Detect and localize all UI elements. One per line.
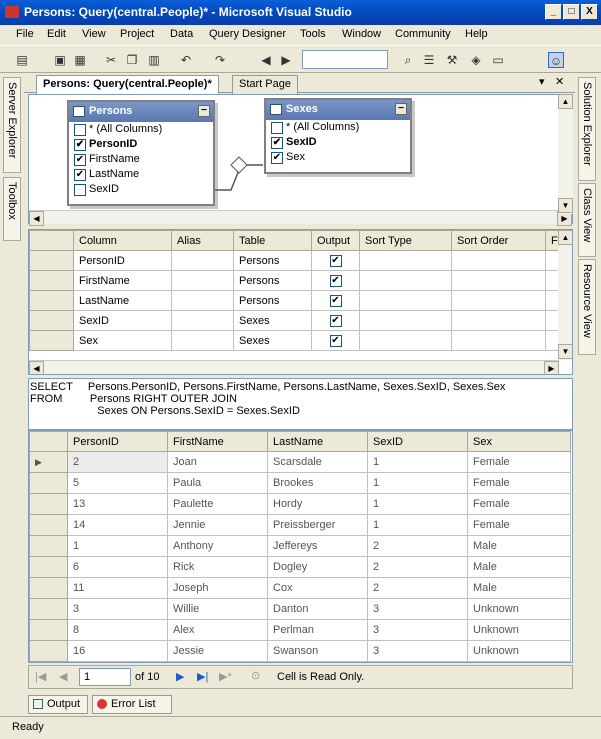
checkbox-checked[interactable]: ✔	[75, 139, 85, 150]
scroll-left-icon[interactable]: ◀	[29, 361, 44, 375]
criteria-alias-cell[interactable]	[172, 271, 234, 291]
persons-col-label: LastName	[89, 168, 140, 180]
criteria-grid[interactable]	[29, 230, 573, 351]
header-sexid[interactable]: SexID	[368, 432, 468, 452]
error-list-tab[interactable]	[92, 695, 172, 714]
menu-file[interactable]: File	[16, 28, 34, 40]
criteria-alias-cell[interactable]	[172, 331, 234, 351]
sort-type-cell[interactable]	[360, 291, 452, 311]
persons-col-label: FirstName	[89, 153, 140, 165]
close-tab-icon[interactable]: ✕	[555, 76, 565, 88]
result-cell[interactable]: 3	[68, 599, 168, 620]
results-row[interactable]	[30, 515, 571, 536]
properties-icon[interactable]: ☰	[423, 53, 435, 67]
result-cell[interactable]: Joan	[168, 452, 268, 473]
result-cell[interactable]: Preissberger	[268, 515, 368, 536]
result-cell[interactable]: Swanson	[268, 641, 368, 662]
scroll-up-icon[interactable]: ▲	[558, 230, 573, 245]
result-cell[interactable]: Female	[468, 473, 571, 494]
results-row[interactable]	[30, 473, 571, 494]
result-cell[interactable]: 8	[68, 620, 168, 641]
header-personid[interactable]: PersonID	[68, 432, 168, 452]
checkbox[interactable]	[271, 122, 283, 134]
criteria-alias-cell[interactable]	[172, 311, 234, 331]
results-row[interactable]	[30, 620, 571, 641]
results-header-row	[30, 432, 571, 452]
result-cell[interactable]: 1	[368, 515, 468, 536]
menu-project[interactable]: Project	[120, 28, 155, 40]
error-list-icon	[97, 699, 107, 709]
row-selector[interactable]	[30, 578, 68, 599]
object-browser-icon[interactable]: ◈	[471, 53, 481, 67]
solution-explorer-label: Solution Explorer	[581, 82, 593, 166]
sexes-col-sex[interactable]	[266, 150, 410, 165]
toolbar	[0, 45, 601, 73]
output-checkbox[interactable]: ✔	[331, 275, 340, 286]
persons-col-label: SexID	[89, 183, 119, 195]
row-selector[interactable]	[30, 536, 68, 557]
row-selector[interactable]	[30, 291, 74, 311]
tools-icon[interactable]: ⚒	[446, 53, 458, 67]
criteria-table-cell[interactable]: Persons	[234, 251, 312, 271]
resource-view-label: Resource View	[581, 264, 593, 338]
criteria-header-row	[30, 231, 574, 251]
header-column[interactable]: Column	[74, 231, 172, 251]
result-cell[interactable]: Male	[468, 536, 571, 557]
result-cell[interactable]: Female	[468, 515, 571, 536]
result-cell[interactable]: 2	[368, 536, 468, 557]
menu-window[interactable]: Window	[342, 28, 382, 40]
row-selector-header	[30, 432, 68, 452]
new-project-icon[interactable]: ▤	[16, 53, 28, 67]
criteria-row[interactable]	[30, 311, 574, 331]
output-tab-label: Output	[47, 698, 81, 710]
row-selector[interactable]	[30, 311, 74, 331]
row-selector[interactable]	[30, 599, 68, 620]
persons-col-personid[interactable]	[69, 137, 213, 152]
persons-table-header[interactable]	[69, 102, 213, 122]
result-cell[interactable]: Willie	[168, 599, 268, 620]
sexes-table-header[interactable]	[266, 100, 410, 120]
cut-icon[interactable]: ✂	[105, 53, 117, 67]
move-first-icon[interactable]: |◀	[35, 671, 47, 683]
result-cell[interactable]: 1	[368, 473, 468, 494]
sexes-table-title: Sexes	[286, 103, 318, 115]
paste-icon[interactable]: ▥	[148, 53, 160, 67]
result-cell[interactable]: Rick	[168, 557, 268, 578]
menu-edit[interactable]: Edit	[47, 28, 66, 40]
row-selector[interactable]	[30, 251, 74, 271]
result-cell[interactable]: 1	[68, 536, 168, 557]
criteria-column-cell[interactable]: Sex	[74, 331, 172, 351]
move-next-icon[interactable]: ▶	[176, 671, 185, 683]
sort-type-cell[interactable]	[360, 331, 452, 351]
result-cell[interactable]: Dogley	[268, 557, 368, 578]
criteria-row[interactable]	[30, 271, 574, 291]
criteria-alias-cell[interactable]	[172, 251, 234, 271]
sort-type-cell[interactable]	[360, 311, 452, 331]
persons-col-sexid[interactable]	[69, 182, 213, 197]
criteria-table-cell[interactable]: Sexes	[234, 331, 312, 351]
results-grid[interactable]	[29, 431, 571, 662]
persons-col-lastname[interactable]	[69, 167, 213, 182]
output-checkbox[interactable]: ✔	[331, 335, 340, 346]
result-cell[interactable]: Perlman	[268, 620, 368, 641]
status-bar	[0, 716, 601, 739]
criteria-alias-cell[interactable]	[172, 291, 234, 311]
criteria-pane[interactable]	[28, 229, 573, 375]
header-lastname[interactable]: LastName	[268, 432, 368, 452]
move-previous-icon[interactable]: ◀	[59, 671, 68, 683]
output-tab[interactable]	[28, 695, 88, 714]
checkbox-checked[interactable]: ✔	[75, 169, 85, 180]
result-cell[interactable]: Female	[468, 452, 571, 473]
toolbox-label: Toolbox	[6, 182, 18, 220]
header-table[interactable]: Table	[234, 231, 312, 251]
scroll-right-icon[interactable]: ▶	[544, 361, 559, 375]
header-filter[interactable]: F	[546, 231, 574, 251]
row-selector-header	[30, 231, 74, 251]
sexes-col-all[interactable]	[266, 120, 410, 135]
row-selector[interactable]	[30, 271, 74, 291]
row-selector[interactable]	[30, 473, 68, 494]
menu-help[interactable]: Help	[465, 28, 488, 40]
command-window-icon[interactable]: ▭	[492, 53, 504, 67]
class-view-label: Class View	[581, 188, 593, 243]
header-sort-type[interactable]: Sort Type	[360, 231, 452, 251]
move-last-icon[interactable]: ▶|	[197, 671, 209, 683]
result-cell[interactable]: Unknown	[468, 641, 571, 662]
header-output[interactable]: Output	[312, 231, 360, 251]
row-selector[interactable]	[30, 641, 68, 662]
result-cell[interactable]: 6	[68, 557, 168, 578]
sort-order-cell[interactable]	[452, 291, 546, 311]
result-cell[interactable]: Paula	[168, 473, 268, 494]
result-cell[interactable]: Unknown	[468, 599, 571, 620]
result-cell[interactable]: Paulette	[168, 494, 268, 515]
result-cell[interactable]: 1	[368, 494, 468, 515]
sql-line-join[interactable]: Sexes ON Persons.SexID = Sexes.SexID	[30, 405, 300, 417]
menu-data[interactable]: Data	[170, 28, 194, 40]
checkbox[interactable]	[74, 124, 86, 136]
results-row[interactable]	[30, 536, 571, 557]
minimize-table-icon[interactable]: −	[198, 105, 210, 117]
join-line[interactable]	[215, 145, 267, 195]
table-grid-icon	[73, 106, 85, 117]
result-cell[interactable]: 11	[68, 578, 168, 599]
criteria-row[interactable]	[30, 331, 574, 351]
result-cell[interactable]: Scarsdale	[268, 452, 368, 473]
diagram-vscrollbar[interactable]	[558, 94, 573, 214]
result-cell[interactable]: Joseph	[168, 578, 268, 599]
scroll-right-icon[interactable]: ▶	[557, 211, 572, 226]
results-row[interactable]	[30, 557, 571, 578]
navigate-forward-icon[interactable]: ▶	[281, 53, 291, 67]
solution-config-dropdown[interactable]	[302, 50, 388, 69]
save-all-icon[interactable]: ▦	[74, 53, 86, 67]
diagram-pane[interactable]	[28, 94, 573, 224]
results-row[interactable]	[30, 494, 571, 515]
result-cell[interactable]: 16	[68, 641, 168, 662]
output-checkbox[interactable]: ✔	[331, 255, 340, 266]
result-cell[interactable]: 14	[68, 515, 168, 536]
result-cell[interactable]: Jeffereys	[268, 536, 368, 557]
sort-type-cell[interactable]	[360, 251, 452, 271]
menu-community[interactable]: Community	[395, 28, 451, 40]
criteria-row[interactable]	[30, 251, 574, 271]
criteria-table-cell[interactable]: Persons	[234, 291, 312, 311]
minimize-table-icon[interactable]: −	[395, 103, 407, 115]
menu-tools[interactable]: Tools	[300, 28, 326, 40]
row-selector[interactable]	[30, 620, 68, 641]
result-cell[interactable]: Male	[468, 557, 571, 578]
persons-col-firstname[interactable]	[69, 152, 213, 167]
output-cell[interactable]	[312, 271, 360, 291]
sort-order-cell[interactable]	[452, 311, 546, 331]
criteria-column-cell[interactable]: FirstName	[74, 271, 172, 291]
undo-icon[interactable]: ↶	[180, 53, 192, 67]
title-bar	[0, 0, 601, 25]
result-cell[interactable]: 3	[368, 599, 468, 620]
result-cell[interactable]: Jennie	[168, 515, 268, 536]
result-cell[interactable]: Male	[468, 578, 571, 599]
result-cell[interactable]: 3	[368, 620, 468, 641]
stop-icon[interactable]: ⊙	[251, 670, 261, 682]
row-selector[interactable]	[30, 557, 68, 578]
output-icon	[33, 699, 43, 709]
position-input[interactable]: 1	[79, 668, 131, 686]
redo-icon[interactable]: ↷	[214, 53, 226, 67]
save-icon[interactable]: ▣	[54, 53, 66, 67]
solution-explorer-tab[interactable]	[578, 77, 596, 181]
sort-order-cell[interactable]	[452, 271, 546, 291]
diagram-hscrollbar[interactable]	[29, 210, 572, 224]
navigate-back-icon[interactable]: ◀	[261, 53, 271, 67]
row-selector[interactable]	[30, 331, 74, 351]
result-cell[interactable]: 2	[368, 578, 468, 599]
copy-icon[interactable]: ❐	[126, 53, 138, 67]
criteria-hscrollbar[interactable]	[29, 360, 559, 374]
resource-view-tab[interactable]	[578, 259, 596, 355]
output-checkbox[interactable]: ✔	[331, 295, 340, 306]
toolbox-tab[interactable]	[3, 177, 21, 241]
close-button[interactable]: X	[581, 4, 598, 20]
criteria-column-cell[interactable]: PersonID	[74, 251, 172, 271]
checkbox-checked[interactable]: ✔	[272, 137, 282, 148]
sort-order-cell[interactable]	[452, 251, 546, 271]
output-cell[interactable]	[312, 311, 360, 331]
scroll-down-icon[interactable]: ▼	[558, 344, 573, 359]
row-selector[interactable]	[30, 515, 68, 536]
output-cell[interactable]	[312, 291, 360, 311]
menu-query-designer[interactable]: Query Designer	[209, 28, 287, 40]
result-cell[interactable]: Jessie	[168, 641, 268, 662]
criteria-table-cell[interactable]: Persons	[234, 271, 312, 291]
sexes-col-label: Sex	[286, 151, 305, 163]
output-cell[interactable]	[312, 251, 360, 271]
header-sex[interactable]: Sex	[468, 432, 571, 452]
tab-start-page[interactable]: Start Page	[232, 75, 298, 94]
result-cell[interactable]: 5	[68, 473, 168, 494]
criteria-table-cell[interactable]: Sexes	[234, 311, 312, 331]
result-cell[interactable]: Hordy	[268, 494, 368, 515]
criteria-column-cell[interactable]: LastName	[74, 291, 172, 311]
sort-type-cell[interactable]	[360, 271, 452, 291]
server-explorer-tab[interactable]	[3, 77, 21, 173]
status-text: Ready	[12, 721, 44, 733]
output-checkbox[interactable]: ✔	[331, 315, 340, 326]
result-cell[interactable]: 2	[68, 452, 168, 473]
results-navigation-bar	[28, 665, 573, 689]
right-panel-strip	[575, 73, 601, 715]
sexes-col-sexid[interactable]	[266, 135, 410, 150]
results-row[interactable]	[30, 641, 571, 662]
table-grid-icon	[270, 104, 282, 115]
menu-bar	[0, 25, 601, 45]
result-cell[interactable]: Brookes	[268, 473, 368, 494]
visual-studio-logo-icon	[5, 6, 19, 18]
error-list-tab-label: Error List	[111, 698, 156, 710]
new-row-icon[interactable]: ▶*	[219, 671, 232, 683]
result-cell[interactable]: 2	[368, 557, 468, 578]
result-cell[interactable]: Female	[468, 494, 571, 515]
result-cell[interactable]: 1	[368, 452, 468, 473]
results-row[interactable]	[30, 599, 571, 620]
header-sort-order[interactable]: Sort Order	[452, 231, 546, 251]
scroll-left-icon[interactable]: ◀	[29, 211, 44, 226]
sexes-col-label: * (All Columns)	[286, 121, 360, 133]
result-cell[interactable]: Danton	[268, 599, 368, 620]
record-count-label: of 10	[135, 671, 160, 683]
server-explorer-label: Server Explorer	[6, 82, 18, 159]
cell-status-text: Cell is Read Only.	[277, 671, 365, 683]
header-alias[interactable]: Alias	[172, 231, 234, 251]
sort-order-cell[interactable]	[452, 331, 546, 351]
persons-table[interactable]	[67, 100, 215, 206]
current-row-arrow-icon[interactable]: ▶	[30, 452, 68, 473]
document-tabs	[24, 73, 575, 93]
left-panel-strip	[0, 73, 24, 715]
persons-table-title: Persons	[89, 105, 133, 117]
result-cell[interactable]: Anthony	[168, 536, 268, 557]
menu-view[interactable]: View	[82, 28, 106, 40]
checkbox[interactable]	[74, 184, 86, 196]
minimize-button[interactable]: _	[545, 4, 562, 20]
result-cell[interactable]: 13	[68, 494, 168, 515]
scroll-up-icon[interactable]: ▲	[558, 94, 573, 109]
sql-line-select[interactable]: SELECT Persons.PersonID, Persons.FirstName, Persons.LastName, Sexes.SexID, Sexes.Sex	[30, 381, 506, 393]
criteria-column-cell[interactable]: SexID	[74, 311, 172, 331]
results-pane[interactable]	[28, 430, 573, 663]
criteria-vscrollbar[interactable]	[558, 230, 573, 360]
sexes-table[interactable]	[264, 98, 412, 174]
row-selector[interactable]	[30, 494, 68, 515]
results-row[interactable]	[30, 452, 571, 473]
maximize-button[interactable]: □	[563, 4, 580, 20]
tab-list-dropdown-icon[interactable]: ▾	[539, 76, 545, 88]
result-cell[interactable]: Alex	[168, 620, 268, 641]
query-designer-icon[interactable]: ☺	[549, 54, 563, 68]
class-view-tab[interactable]	[578, 183, 596, 257]
header-firstname[interactable]: FirstName	[168, 432, 268, 452]
checkbox-checked[interactable]: ✔	[75, 154, 85, 165]
persons-col-all[interactable]	[69, 122, 213, 137]
results-row[interactable]	[30, 578, 571, 599]
tab-query-persons[interactable]: Persons: Query(central.People)*	[36, 75, 219, 94]
persons-col-label: * (All Columns)	[89, 123, 163, 135]
result-cell[interactable]: 3	[368, 641, 468, 662]
checkbox-checked[interactable]: ✔	[272, 152, 282, 163]
find-icon[interactable]: ⌕	[404, 53, 412, 67]
persons-col-label: PersonID	[89, 138, 138, 150]
criteria-row[interactable]	[30, 291, 574, 311]
sexes-col-label: SexID	[286, 136, 317, 148]
window-title: Persons: Query(central.People)* - Microsoft Visual Studio	[24, 5, 352, 19]
scroll-down-icon[interactable]: ▼	[558, 198, 573, 213]
sql-pane[interactable]	[28, 378, 573, 430]
bottom-tool-tabs	[24, 695, 575, 715]
outer-join-diamond-icon[interactable]	[231, 157, 247, 173]
sql-line-from[interactable]: FROM Persons RIGHT OUTER JOIN	[30, 393, 237, 405]
result-cell[interactable]: Cox	[268, 578, 368, 599]
result-cell[interactable]: Unknown	[468, 620, 571, 641]
output-cell[interactable]	[312, 331, 360, 351]
